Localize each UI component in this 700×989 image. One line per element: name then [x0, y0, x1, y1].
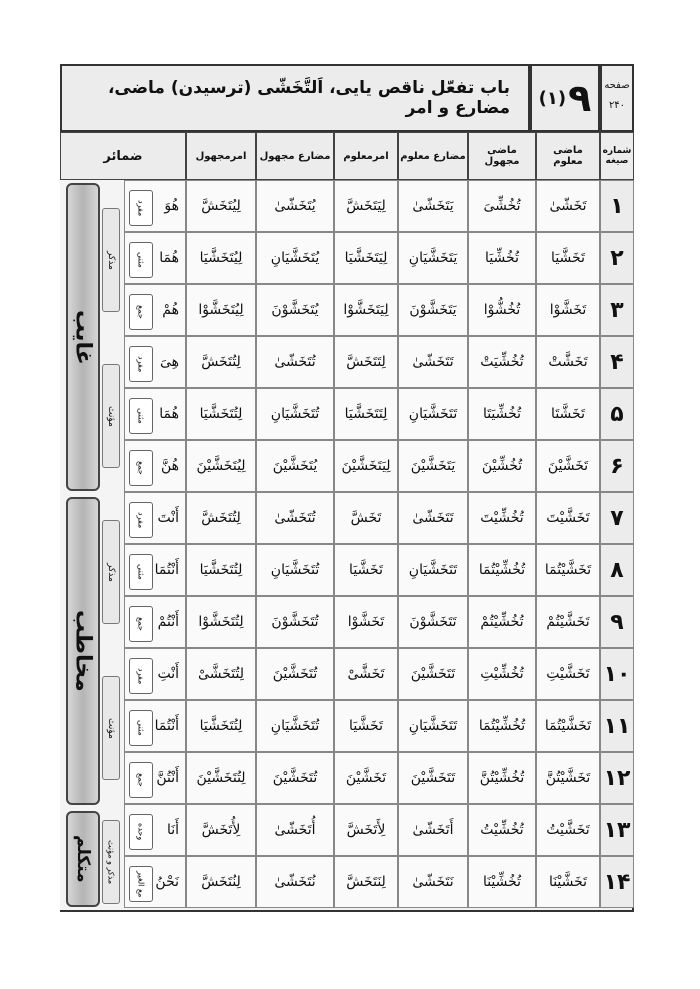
page-label: صفحه	[604, 80, 630, 91]
cell-mudari-maalum: تَتَخَشَّیْنَ	[398, 752, 468, 804]
cell-mudari-majhul: یُتَخَشَّیْنَ	[256, 440, 334, 492]
number-tag: مع الغیر	[129, 866, 153, 902]
cell-amr-maalum: تَخَشَّیْ	[334, 648, 398, 700]
cell-mudari-maalum: یَتَخَشَّوْنَ	[398, 284, 468, 336]
cell-mudari-maalum: أَتَخَشّیٰ	[398, 804, 468, 856]
cell-amr-majhul: لِتُتَخَشَّ	[186, 492, 256, 544]
cell-amr-maalum: لِتَتَخَشَّیَا	[334, 388, 398, 440]
cell-mudari-majhul: تُتَخَشَّیَانِ	[256, 544, 334, 596]
number-tag: مفرد	[129, 346, 153, 382]
row-number: ۳	[600, 284, 634, 336]
row-number: ۴	[600, 336, 634, 388]
cell-amr-maalum: لِیَتَخَشَّوْا	[334, 284, 398, 336]
cell-mudari-majhul: یُتَخَشَّیَانِ	[256, 232, 334, 284]
pronoun-cell	[124, 544, 186, 596]
cell-amr-majhul: لِیُتَخَشَّ	[186, 180, 256, 232]
cell-amr-maalum: لِتَتَخَشَّ	[334, 336, 398, 388]
cell-amr-majhul: لِتُتَخَشَّیْ	[186, 648, 256, 700]
pronoun-cell	[124, 856, 186, 908]
cell-amr-majhul: لِیُتَخَشَّیْنَ	[186, 440, 256, 492]
number-tag: مفرد	[129, 190, 153, 226]
pronoun-text: أَنْتُمَا	[154, 562, 179, 578]
pronoun-cell	[124, 492, 186, 544]
row-number: ۱۳	[600, 804, 634, 856]
cell-madi-maalum: تَخَشَّتَا	[536, 388, 600, 440]
col-header-madi-maalum: ماضی معلوم	[536, 132, 600, 180]
cell-mudari-majhul: تُتَخَشّیٰ	[256, 336, 334, 388]
cell-amr-maalum: لِأَتَخَشَّ	[334, 804, 398, 856]
number-tag: وحده	[129, 814, 153, 850]
cell-madi-majhul: تُخُشِّیْنَا	[468, 856, 536, 908]
cell-madi-maalum: تَخَشَّیْنَ	[536, 440, 600, 492]
number-tag: مثنی	[129, 710, 153, 746]
cell-amr-majhul: لِیُتَخَشَّیَا	[186, 232, 256, 284]
cell-mudari-maalum: تَتَخَشَّیَانِ	[398, 544, 468, 596]
cell-amr-maalum: تَخَشَّیَا	[334, 700, 398, 752]
cell-madi-majhul: تُخُشِّیَتْ	[468, 336, 536, 388]
cell-amr-majhul: لِتُتَخَشَّیْنَ	[186, 752, 256, 804]
pronoun-text: أَنْتُمْ	[157, 614, 179, 630]
col-header-amr-majhul: امرمجهول	[186, 132, 256, 180]
number-tag: جمع	[129, 294, 153, 330]
cell-madi-maalum: تَخَشَّوْا	[536, 284, 600, 336]
cell-amr-majhul: لِنُتَخَشَّ	[186, 856, 256, 908]
pronoun-cell	[124, 804, 186, 856]
cell-mudari-maalum: تَتَخَشَّوْنَ	[398, 596, 468, 648]
cell-madi-majhul: تُخُشِّیَ	[468, 180, 536, 232]
number-tag: جمع	[129, 762, 153, 798]
pronoun-cell	[124, 388, 186, 440]
cell-madi-majhul: تُخُشِّیْتُمَا	[468, 544, 536, 596]
cell-amr-maalum: لِیَتَخَشَّ	[334, 180, 398, 232]
cell-madi-majhul: تُخُشِّیْتُمَا	[468, 700, 536, 752]
cell-mudari-maalum: نَتَخَشّیٰ	[398, 856, 468, 908]
row-number: ۶	[600, 440, 634, 492]
pronoun-text: أَنْتُمَا	[154, 718, 179, 734]
pronoun-text: هُمَا	[159, 406, 179, 422]
pronoun-text: أَنْتُنَّ	[156, 770, 179, 786]
cell-mudari-maalum: تَتَخَشَّیَانِ	[398, 700, 468, 752]
number-tag: جمع	[129, 450, 153, 486]
pronoun-cell	[124, 232, 186, 284]
pronoun-text: هُنَّ	[160, 458, 179, 474]
pronoun-text: هُوَ	[164, 198, 179, 214]
page-title: باب تفعّل ناقص یایی، اَلتَّخَشّی (ترسیدن) ماضی، مضارع و امر	[60, 64, 530, 132]
cell-madi-maalum: تَخَشَّیْتُ	[536, 804, 600, 856]
row-number: ۷	[600, 492, 634, 544]
row-number: ۱۰	[600, 648, 634, 700]
cell-mudari-maalum: تَتَخَشّیٰ	[398, 492, 468, 544]
cell-mudari-majhul: تُتَخَشَّیَانِ	[256, 388, 334, 440]
group-ghaib: غایب	[66, 183, 100, 491]
page-number: ۲۴۰	[608, 100, 626, 111]
pronoun-text: أَنْتِ	[157, 666, 179, 682]
cell-amr-majhul: لِتُتَخَشَّیَا	[186, 544, 256, 596]
pronoun-cell	[124, 700, 186, 752]
cell-madi-majhul: تُخُشِّیْتَ	[468, 492, 536, 544]
pronoun-text: أَنَا	[166, 822, 179, 838]
cell-amr-majhul: لِتُتَخَشَّوْا	[186, 596, 256, 648]
number-tag: جمع	[129, 606, 153, 642]
pronouns-label: ضمائر	[103, 148, 143, 164]
number-tag: مثنی	[129, 398, 153, 434]
pronoun-cell	[124, 648, 186, 700]
cell-madi-maalum: تَخَشَّیْتِ	[536, 648, 600, 700]
cell-madi-maalum: تَخَشَّیْتُمْ	[536, 596, 600, 648]
cell-amr-maalum: لِیَتَخَشَّیْنَ	[334, 440, 398, 492]
col-header-madi-majhul: ماضی مجهول	[468, 132, 536, 180]
cell-madi-maalum: تَخَشَّیَا	[536, 232, 600, 284]
pronoun-text: هُمَا	[159, 250, 179, 266]
cell-mudari-majhul: تُتَخَشّیٰ	[256, 492, 334, 544]
subgroup-ghaib-mudhakkar: مذکر	[102, 208, 120, 312]
cell-madi-majhul: تُخُشِّیْنَ	[468, 440, 536, 492]
row-number: ۱۲	[600, 752, 634, 804]
col-header-amr-maalum: امرمعلوم	[334, 132, 398, 180]
group-mutakallim: متکلم	[66, 811, 100, 907]
cell-amr-maalum: لِنَتَخَشَّ	[334, 856, 398, 908]
number-tag: مثنی	[129, 554, 153, 590]
cell-amr-majhul: لِتُتَخَشَّ	[186, 336, 256, 388]
pronoun-cell	[124, 440, 186, 492]
lesson-number-box	[530, 64, 600, 132]
lesson-number: ۹	[568, 76, 592, 120]
cell-madi-majhul: تُخُشِّیْتِ	[468, 648, 536, 700]
pronoun-text: هُمْ	[162, 302, 179, 318]
cell-mudari-maalum: تَتَخَشَّیْنَ	[398, 648, 468, 700]
row-number: ۸	[600, 544, 634, 596]
cell-mudari-maalum: یَتَخَشَّیَانِ	[398, 232, 468, 284]
subgroup-mukhatab-muannath: مؤنث	[102, 676, 120, 780]
pronoun-text: أَنْتَ	[157, 510, 179, 526]
cell-amr-maalum: تَخَشَّوْا	[334, 596, 398, 648]
cell-madi-majhul: تُخُشِّیَا	[468, 232, 536, 284]
cell-mudari-maalum: تَتَخَشّیٰ	[398, 336, 468, 388]
number-tag: مفرد	[129, 658, 153, 694]
pronoun-cell	[124, 180, 186, 232]
cell-mudari-majhul: تُتَخَشَّیْنَ	[256, 752, 334, 804]
row-number: ۱۱	[600, 700, 634, 752]
row-number: ۵	[600, 388, 634, 440]
cell-madi-maalum: تَخَشَّیْتُمَا	[536, 544, 600, 596]
pronoun-cell	[124, 596, 186, 648]
cell-madi-majhul: تُخُشُّوْا	[468, 284, 536, 336]
cell-mudari-majhul: أُتَخَشّیٰ	[256, 804, 334, 856]
subgroup-mutakallim-both: مذکر و مؤنث	[102, 820, 120, 904]
cell-mudari-majhul: تُتَخَشَّوْنَ	[256, 596, 334, 648]
cell-madi-majhul: تُخُشِّیْتُمْ	[468, 596, 536, 648]
subgroup-mukhatab-mudhakkar: مذکر	[102, 520, 120, 624]
row-number: ۱۴	[600, 856, 634, 908]
row-number: ۱	[600, 180, 634, 232]
cell-mudari-majhul: یُتَخَشَّوْنَ	[256, 284, 334, 336]
cell-mudari-maalum: یَتَخَشَّیْنَ	[398, 440, 468, 492]
cell-madi-maalum: تَخَشَّیْتَ	[536, 492, 600, 544]
cell-madi-maalum: تَخَشّیٰ	[536, 180, 600, 232]
col-header-pronouns	[60, 132, 186, 180]
cell-amr-maalum: لِیَتَخَشَّیَا	[334, 232, 398, 284]
cell-madi-majhul: تُخُشِّیْتُنَّ	[468, 752, 536, 804]
cell-madi-maalum: تَخَشَّتْ	[536, 336, 600, 388]
cell-mudari-maalum: تَتَخَشَّیَانِ	[398, 388, 468, 440]
cell-amr-majhul: لِیُتَخَشَّوْا	[186, 284, 256, 336]
cell-mudari-majhul: یُتَخَشّیٰ	[256, 180, 334, 232]
col-header-row-number: شماره صیغه	[600, 132, 634, 180]
row-number: ۹	[600, 596, 634, 648]
cell-mudari-majhul: نُتَخَشّیٰ	[256, 856, 334, 908]
cell-madi-majhul: تُخُشِّیَتَا	[468, 388, 536, 440]
cell-madi-majhul: تُخُشِّیْتُ	[468, 804, 536, 856]
group-mukhatab: مخاطب	[66, 497, 100, 805]
number-tag: مثنی	[129, 242, 153, 278]
pronoun-text: هِیَ	[159, 354, 179, 370]
cell-madi-maalum: تَخَشَّیْنَا	[536, 856, 600, 908]
lesson-sub-number: (۱)	[538, 87, 567, 109]
number-tag: مفرد	[129, 502, 153, 538]
cell-amr-maalum: تَخَشَّ	[334, 492, 398, 544]
cell-madi-maalum: تَخَشَّیْتُمَا	[536, 700, 600, 752]
row-number: ۲	[600, 232, 634, 284]
pronoun-cell	[124, 752, 186, 804]
col-header-mudari-majhul: مضارع مجهول	[256, 132, 334, 180]
cell-mudari-maalum: یَتَخَشّیٰ	[398, 180, 468, 232]
pronoun-cell	[124, 336, 186, 388]
subgroup-ghaib-muannath: مؤنث	[102, 364, 120, 468]
col-header-mudari-maalum: مضارع معلوم	[398, 132, 468, 180]
cell-mudari-majhul: تُتَخَشَّیَانِ	[256, 700, 334, 752]
cell-amr-majhul: لِأُتَخَشَّ	[186, 804, 256, 856]
pronoun-cell	[124, 284, 186, 336]
cell-madi-maalum: تَخَشَّیْتُنَّ	[536, 752, 600, 804]
page-number-box	[600, 64, 634, 132]
cell-amr-maalum: تَخَشَّیَا	[334, 544, 398, 596]
cell-mudari-majhul: تُتَخَشَّیْنَ	[256, 648, 334, 700]
cell-amr-majhul: لِتُتَخَشَّیَا	[186, 700, 256, 752]
pronoun-text: نَحْنُ	[155, 874, 179, 890]
cell-amr-majhul: لِتُتَخَشَّیَا	[186, 388, 256, 440]
cell-amr-maalum: تَخَشَّیْنَ	[334, 752, 398, 804]
